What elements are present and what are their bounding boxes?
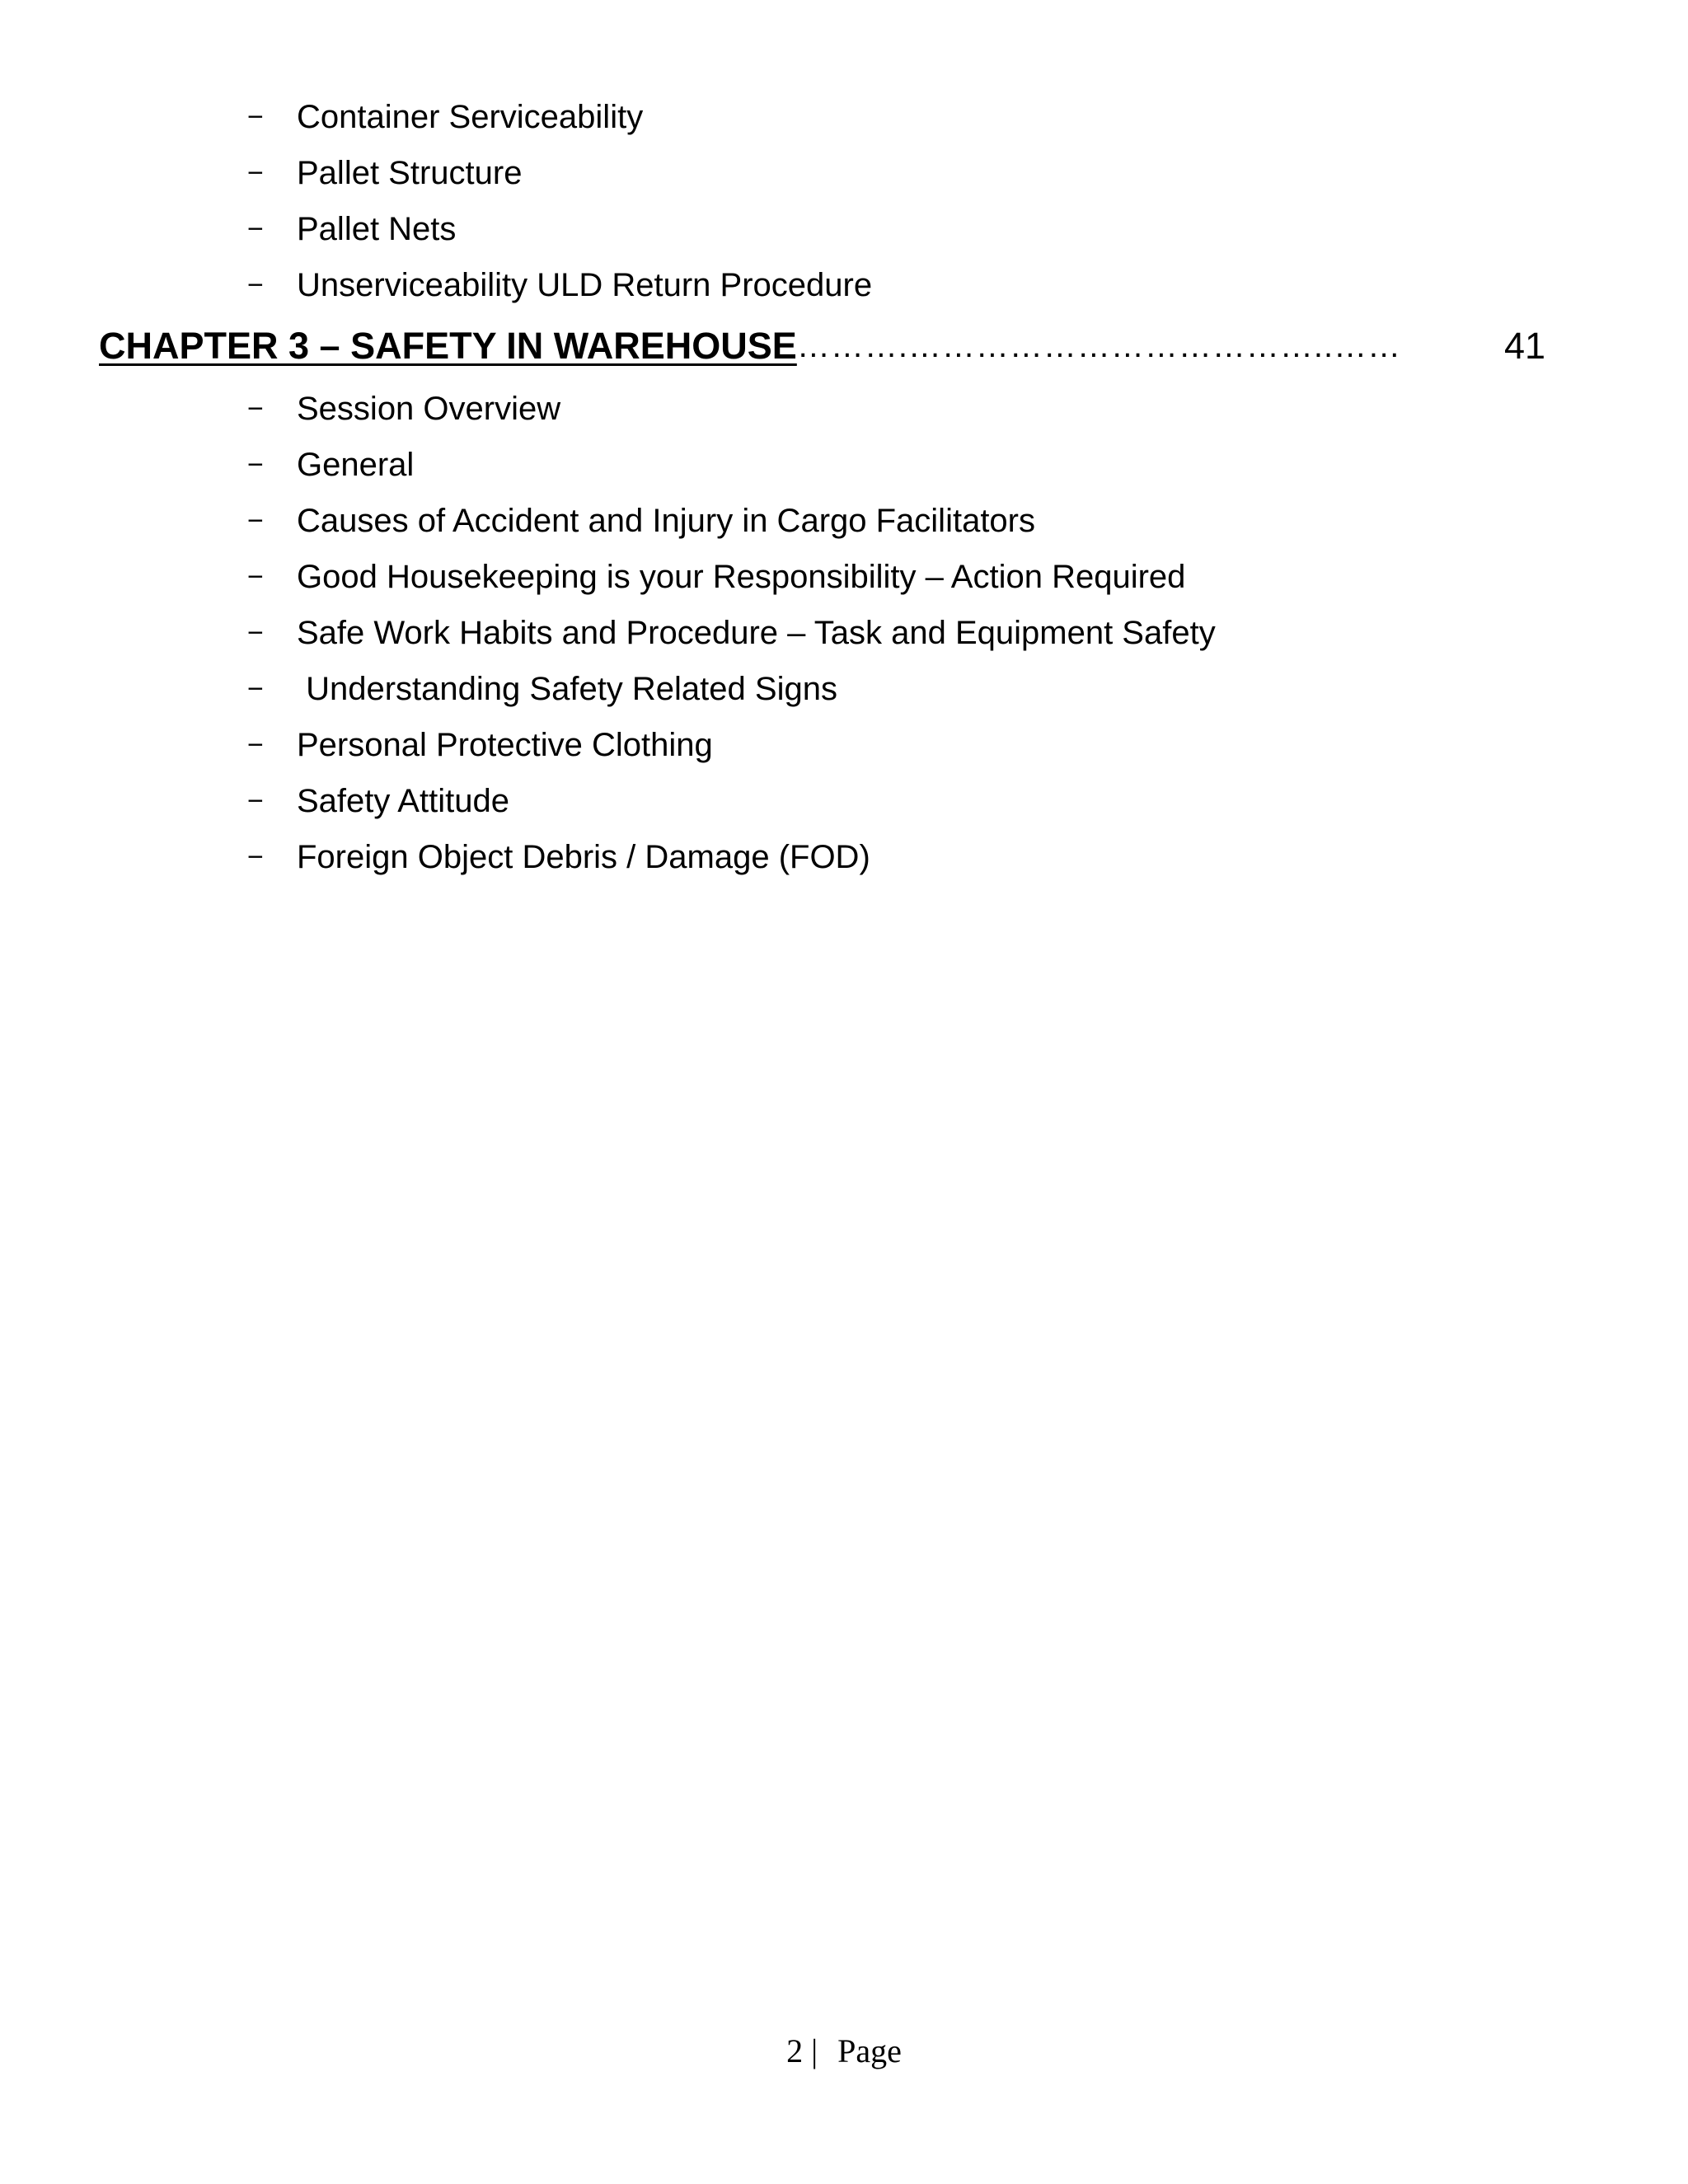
bullet-dash: −: [247, 841, 264, 873]
toc-subitem: [247, 384, 560, 434]
bullet-dash: −: [247, 673, 264, 705]
toc-subitem-label: Understanding Safety Related Signs: [297, 670, 837, 707]
bullet-dash: −: [247, 785, 264, 817]
toc-subitem: [247, 832, 870, 882]
bullet-dash: −: [247, 269, 264, 301]
toc-subitem: [247, 496, 1035, 546]
bullet-dash: −: [247, 504, 264, 537]
toc-subitem-label: Session Overview: [297, 390, 561, 427]
toc-subitem-label: Safe Work Habits and Procedure – Task and Equipment Safety: [297, 614, 1216, 651]
toc-subitem: [247, 260, 872, 310]
toc-subitem: [247, 664, 837, 714]
toc-subitem: [247, 608, 1216, 658]
chapter-page-number: 41: [1503, 325, 1545, 367]
bullet-dash: −: [247, 729, 264, 761]
toc-subitem-label: Foreign Object Debris / Damage (FOD): [297, 838, 870, 875]
bullet-dash: −: [247, 560, 264, 593]
page-footer: [0, 2032, 1688, 2070]
toc-chapter-heading[interactable]: [99, 320, 1545, 373]
toc-subitem: [247, 148, 522, 198]
bullet-dash: −: [247, 392, 264, 424]
bullet-dash: −: [247, 213, 264, 245]
toc-subitem: [247, 776, 509, 826]
toc-subitem: [247, 440, 414, 490]
toc-subitem-label: General: [297, 446, 415, 483]
toc-subitem-label: Container Serviceability: [297, 98, 644, 135]
footer-page-label: Page: [837, 2032, 902, 2069]
toc-subitem-label: Causes of Accident and Injury in Cargo Facilitators: [297, 502, 1035, 539]
toc-subitem-label: Personal Protective Clothing: [297, 726, 713, 763]
bullet-dash: −: [247, 101, 264, 133]
toc-subitem: [247, 92, 643, 142]
footer-page-number: 2: [786, 2032, 804, 2069]
bullet-dash: −: [247, 448, 264, 480]
chapter-title[interactable]: CHAPTER 3 – SAFETY IN WAREHOUSE: [99, 325, 797, 367]
toc-subitem-label: Unserviceability ULD Return Procedure: [297, 266, 873, 303]
toc-subitem-label: Good Housekeeping is your Responsibility – Action Required: [297, 558, 1186, 595]
footer-separator: |: [811, 2032, 818, 2069]
toc-subitem-label: Pallet Nets: [297, 210, 457, 247]
toc-subitem-label: Pallet Structure: [297, 154, 523, 191]
bullet-dash: −: [247, 157, 264, 189]
toc-subitem-label: Safety Attitude: [297, 782, 509, 819]
toc-subitem: [247, 552, 1185, 602]
bullet-dash: −: [247, 616, 264, 649]
toc-subitem: [247, 720, 713, 770]
toc-subitem: [247, 204, 456, 254]
dot-leader: ……….………………………………..……: [796, 327, 1402, 364]
